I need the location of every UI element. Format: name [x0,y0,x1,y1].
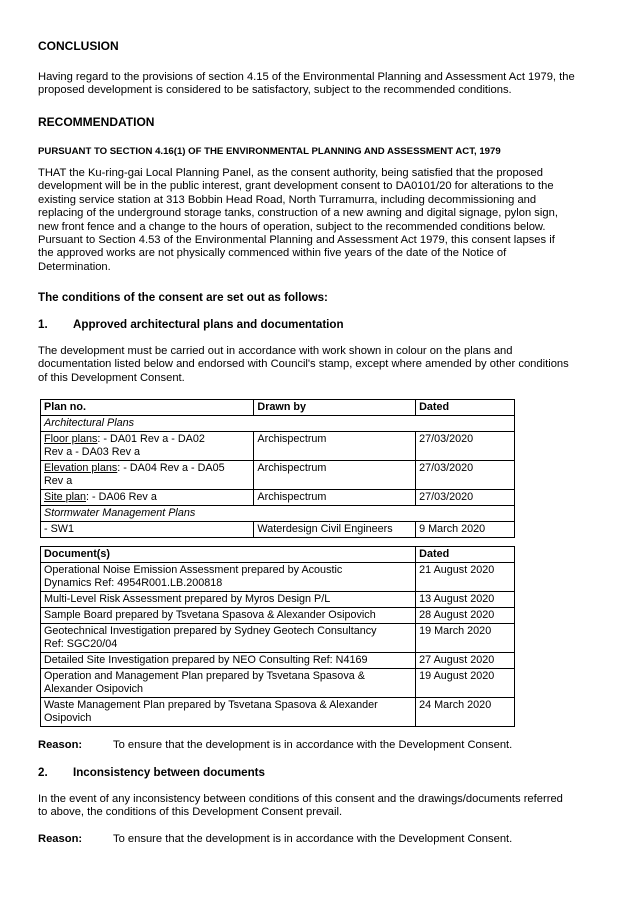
recommendation-line: new front fence and a change to the hours of operation, subject to the recommended conditions below. [38,220,546,233]
recommendation-paragraph [38,167,608,274]
dated-cell: 9 March 2020 [416,522,515,538]
document-text: Alexander Osipovich [44,683,144,695]
document-text: Ref: SGC20/04 [44,638,118,650]
plans-group-row [41,416,515,432]
condition-2-line: to above, the conditions of this Development Consent prevail. [38,806,343,819]
plan-cell [41,490,254,506]
table-row [41,522,515,538]
document-text: Osipovich [44,712,92,724]
header-dated: Dated [416,400,515,416]
table-row [41,669,515,698]
header-drawn-by: Drawn by [254,400,416,416]
header-dated: Dated [416,547,515,563]
dated-cell: 27 August 2020 [416,653,515,669]
condition-1-text [38,345,610,385]
table-row [41,624,515,653]
recommendation-line: THAT the Ku-ring-gai Local Planning Panel, as the consent authority, being satisfied that the proposed [38,167,543,179]
recommendation-subheading: PURSUANT TO SECTION 4.16(1) OF THE ENVIRONMENTAL PLANNING AND ASSESSMENT ACT, 1979 [38,146,501,157]
reason-1-label: Reason: [38,739,83,751]
plans-table [40,399,515,538]
dated-cell: 27/03/2020 [416,461,515,490]
conclusion-heading: CONCLUSION [38,39,119,53]
drawn-by-cell: Archispectrum [254,490,416,506]
plan-text: : - DA04 Rev a - DA05 [117,462,225,474]
plan-cell [41,432,254,461]
plan-link[interactable]: Floor plans [44,433,98,445]
plans-table-header [41,400,515,416]
plan-link[interactable]: Elevation plans [44,462,118,474]
document-text: Operational Noise Emission Assessment prepared by Acoustic [44,564,343,576]
group-stormwater-plans: Stormwater Management Plans [41,506,515,522]
documents-table [40,546,515,727]
table-row [41,592,515,608]
condition-1-line: The development must be carried out in accordance with work shown in colour on the plans and [38,345,513,357]
recommendation-line: existing service station at 313 Bobbin Head Road, North Turramurra, including decommissioning and [38,193,537,206]
reason-2-label: Reason: [38,833,83,845]
document-cell [41,624,416,653]
plan-link[interactable]: Site plan [44,491,87,503]
dated-cell: 19 March 2020 [416,624,515,653]
reason-1-text: To ensure that the development is in accordance with the Development Consent. [113,739,513,751]
recommendation-line: replacing of the underground storage tanks, construction of a new awning and digital signage, pylon sign, [38,207,558,220]
conclusion-text: Having regard to the provisions of section 4.15 of the Environmental Planning and Assessment Act 1979, the proposed development is considered to be satisfactory, subject to the recommended conditions. [38,71,575,97]
condition-2-title: Inconsistency between documents [73,766,265,779]
condition-1-line: documentation listed below and endorsed with Council's stamp, except where amended by other conditions [38,358,569,371]
document-text: Operation and Management Plan prepared by Tsvetana Spasova & [44,670,365,682]
plan-text: Rev a - DA03 Rev a [44,446,141,458]
condition-1-number: 1. [38,318,48,331]
plans-group-row [41,506,515,522]
table-row [41,653,515,669]
condition-2-number: 2. [38,766,48,779]
document-cell [41,563,416,592]
reason-2-text: To ensure that the development is in accordance with the Development Consent. [113,833,513,845]
plan-cell [41,461,254,490]
header-documents: Document(s) [41,547,416,563]
documents-table-header [41,547,515,563]
document-cell [41,698,416,727]
table-row [41,608,515,624]
dated-cell: 27/03/2020 [416,490,515,506]
dated-cell: 28 August 2020 [416,608,515,624]
document-text: Geotechnical Investigation prepared by Sydney Geotech Consultancy [44,625,377,637]
group-architectural-plans: Architectural Plans [41,416,515,432]
document-cell [41,669,416,698]
table-row [41,432,515,461]
drawn-by-cell: Archispectrum [254,432,416,461]
condition-2-line: In the event of any inconsistency between conditions of this consent and the drawings/documents referred [38,793,563,805]
recommendation-line: development will be in the public interest, grant development consent to DA0101/20 for alterations to the [38,180,554,193]
dated-cell: 24 March 2020 [416,698,515,727]
document-cell: Sample Board prepared by Tsvetana Spasova & Alexander Osipovich [41,608,416,624]
dated-cell: 27/03/2020 [416,432,515,461]
dated-cell: 13 August 2020 [416,592,515,608]
drawn-by-cell: Waterdesign Civil Engineers [254,522,416,538]
header-plan-no: Plan no. [41,400,254,416]
plan-text: : - DA01 Rev a - DA02 [97,433,205,445]
recommendation-heading: RECOMMENDATION [38,115,155,129]
condition-1-line: of this Development Consent. [38,371,185,384]
table-row [41,490,515,506]
recommendation-line: Determination. [38,260,111,273]
plan-text: Rev a [44,475,73,487]
table-row [41,563,515,592]
condition-1-title: Approved architectural plans and documentation [73,318,344,331]
dated-cell: 19 August 2020 [416,669,515,698]
recommendation-line: Pursuant to Section 4.53 of the Environmental Planning and Assessment Act 1979, this consent lapses if [38,234,555,247]
plan-cell: - SW1 [41,522,254,538]
conditions-intro: The conditions of the consent are set out as follows: [38,291,328,304]
dated-cell: 21 August 2020 [416,563,515,592]
document-text: Waste Management Plan prepared by Tsvetana Spasova & Alexander [44,699,378,711]
table-row [41,698,515,727]
document-cell: Multi-Level Risk Assessment prepared by Myros Design P/L [41,592,416,608]
table-row [41,461,515,490]
document-cell: Detailed Site Investigation prepared by NEO Consulting Ref: N4169 [41,653,416,669]
plan-text: : - DA06 Rev a [86,491,157,503]
recommendation-line: the approved works are not physically commenced within five years of the date of the Notice of [38,247,507,260]
document-text: Dynamics Ref: 4954R001.LB.200818 [44,577,223,589]
drawn-by-cell: Archispectrum [254,461,416,490]
condition-2-text [38,793,610,820]
